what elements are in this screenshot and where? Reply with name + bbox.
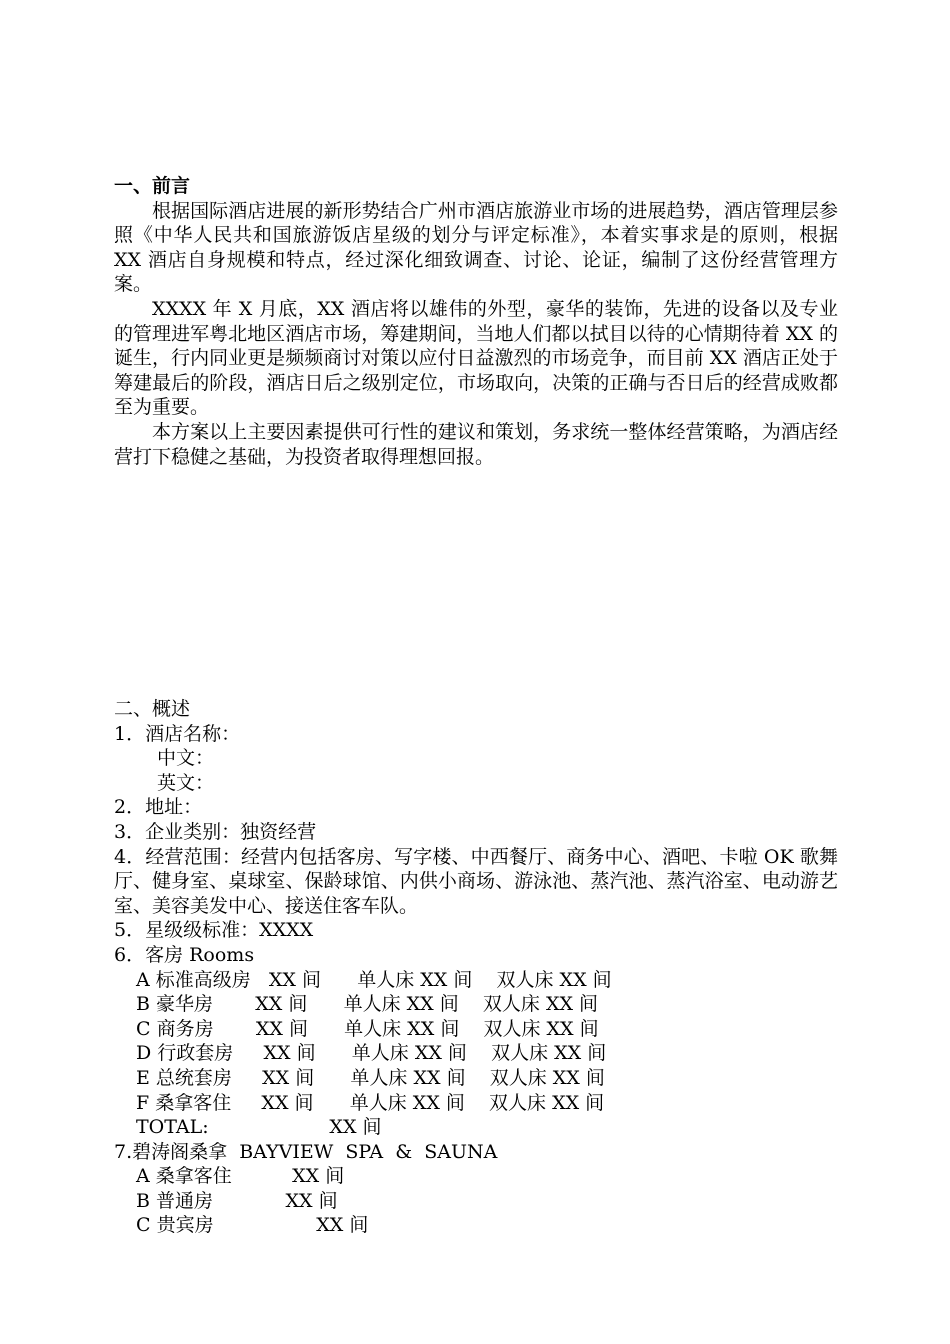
- list-item-enterprise-type: 3．企业类别：独资经营: [114, 820, 317, 843]
- section-overview: [114, 697, 838, 1238]
- section-heading: 二、概述: [114, 698, 191, 720]
- room-row: F 桑拿客住 XX 间 单人床 XX 间 双人床 XX 间: [136, 1091, 605, 1114]
- list-item-hotel-name: 1．酒店名称：: [114, 722, 241, 745]
- room-row: B 豪华房 XX 间 单人床 XX 间 双人床 XX 间: [136, 993, 599, 1016]
- paragraph: 本方案以上主要因素提供可行性的建议和策划，务求统一整体经营策略，为酒店经营打下稳健之基础，为投资者取得理想回报。: [114, 420, 838, 468]
- room-row: A 标准高级房 XX 间 单人床 XX 间 双人床 XX 间: [136, 968, 612, 991]
- paragraph: 根据国际酒店进展的新形势结合广州市酒店旅游业市场的进展趋势，酒店管理层参照《中华人民共和国旅游饭店星级的划分与评定标准》，本着实事求是的原则，根据 XX 酒店自身规模和特点，经过深化细致调查、讨论、论证，编制了这份经营管理方案。: [114, 199, 838, 296]
- section-preface: [114, 174, 838, 469]
- paragraph: XXXX 年 X 月底，XX 酒店将以雄伟的外型，豪华的装饰，先进的设备以及专业的管理进军粤北地区酒店市场，筹建期间，当地人们都以拭目以待的心情期待着 XX 的诞生，行内同业更是频频商讨对策以应付日益激烈的市场竞争，而目前 XX 酒店正处于筹建最后的阶段，酒店日后之级别定位，市场取向，决策的正确与否日后的经营成败都至为重要。: [114, 297, 838, 419]
- room-row: D 行政套房 XX 间 单人床 XX 间 双人床 XX 间: [136, 1042, 607, 1065]
- list-item-address: 2．地址：: [114, 796, 203, 819]
- list-item-star-standard: 5．星级级标准：XXXX: [114, 919, 314, 942]
- sauna-row: B 普通房 XX 间: [136, 1189, 338, 1212]
- sauna-row: C 贵宾房 XX 间: [136, 1214, 369, 1237]
- list-subitem-chinese-name: 中文：: [157, 747, 215, 770]
- list-subitem-english-name: 英文：: [157, 771, 215, 794]
- room-row: E 总统套房 XX 间 单人床 XX 间 双人床 XX 间: [136, 1066, 605, 1089]
- list-item-rooms: 6．客房 Rooms: [114, 943, 255, 966]
- room-total-row: TOTAL: XX 间: [136, 1116, 382, 1139]
- list-item-business-scope: 4．经营范围：经营内包括客房、写字楼、中西餐厅、商务中心、酒吧、卡啦 OK 歌舞厅、健身室、桌球室、保龄球馆、内供小商场、游泳池、蒸汽池、蒸汽浴室、电动游艺室、美容美发中心、接送住客车队。: [114, 845, 838, 917]
- list-item-sauna: 7.碧涛阁桑拿 BAYVIEW SPA & SAUNA: [114, 1140, 498, 1163]
- sauna-row: A 桑拿客住 XX 间: [136, 1165, 345, 1188]
- room-row: C 商务房 XX 间 单人床 XX 间 双人床 XX 间: [136, 1017, 599, 1040]
- section-heading: 一、前言: [114, 175, 191, 197]
